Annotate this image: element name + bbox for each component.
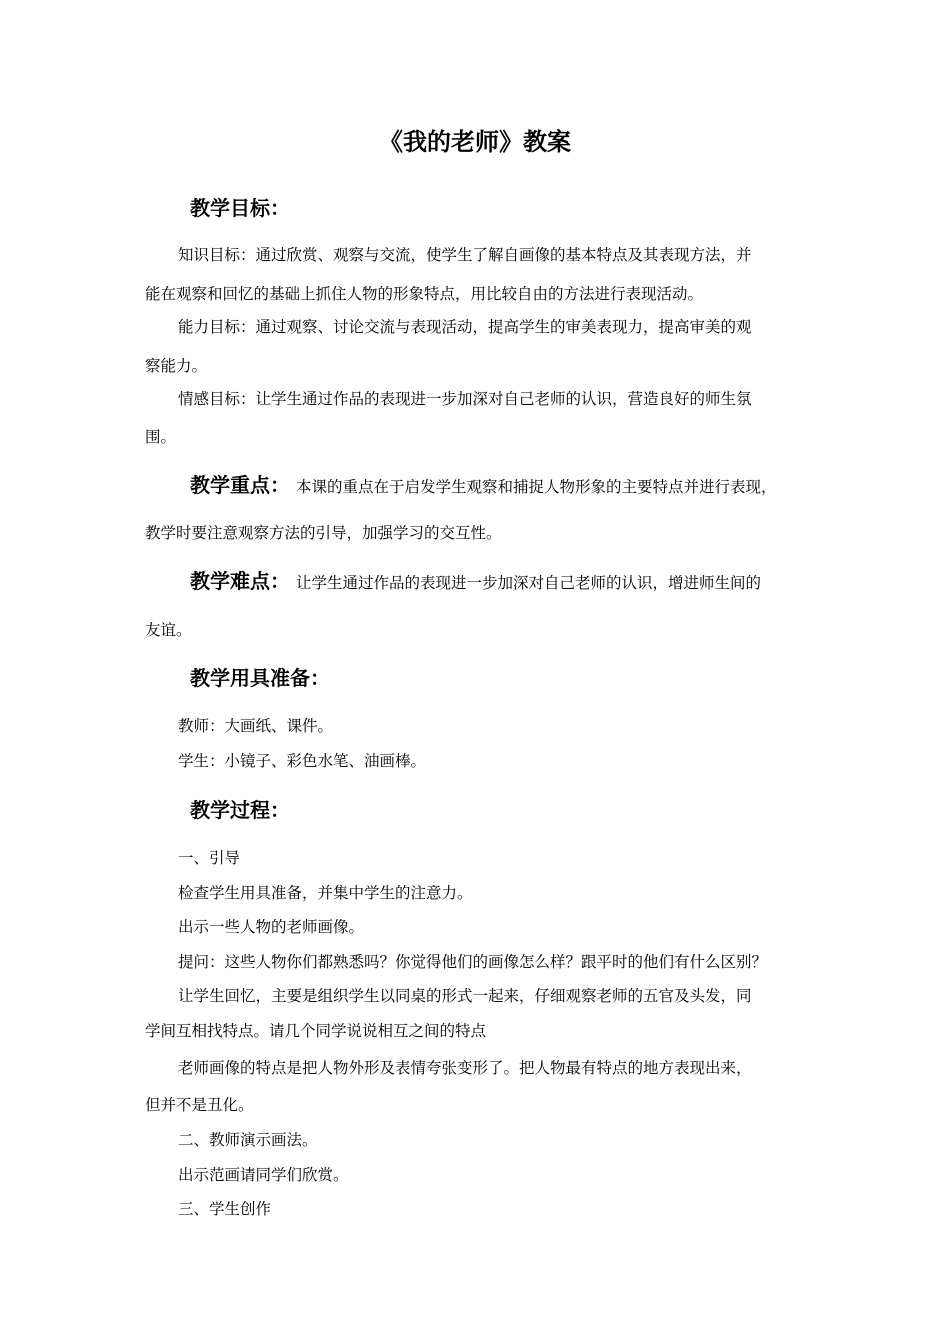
process-line: 让学生回忆，主要是组织学生以同桌的形式一起来，仔细观察老师的五官及头发，同: [178, 987, 752, 1005]
process-line: 三、学生创作: [178, 1200, 272, 1218]
key-point-heading: 教学重点：: [190, 473, 290, 497]
difficulty-heading: 教学难点：: [190, 569, 290, 593]
emotion-goal-line-2: 围。: [145, 428, 177, 446]
document-title: 《我的老师》教案: [379, 128, 571, 156]
difficulty-text-1: 让学生通过作品的表现进一步加深对自己老师的认识，增进师生间的: [296, 574, 762, 592]
knowledge-goal-line-1: 知识目标：通过欣赏、观察与交流，使学生了解自画像的基本特点及其表现方法，并: [178, 246, 752, 264]
key-point-text-1: 本课的重点在于启发学生观察和捕捉人物形象的主要特点并进行表现，: [296, 478, 777, 496]
difficulty-text-2: 友谊。: [145, 621, 192, 639]
ability-goal-line-1: 能力目标：通过观察、讨论交流与表现活动，提高学生的审美表现力，提高审美的观: [178, 318, 752, 336]
materials-student: 学生：小镜子、彩色水笔、油画棒。: [178, 752, 427, 770]
ability-goal-line-2: 察能力。: [145, 357, 208, 375]
process-heading: 教学过程：: [190, 798, 290, 822]
process-line: 老师画像的特点是把人物外形及表情夸张变形了。把人物最有特点的地方表现出来，: [178, 1059, 752, 1077]
knowledge-goal-line-2: 能在观察和回忆的基础上抓住人物的形象特点，用比较自由的方法进行表现活动。: [145, 285, 704, 303]
key-point-block: [190, 471, 777, 501]
materials-teacher: 教师：大画纸、课件。: [178, 717, 334, 735]
difficulty-block: [190, 567, 761, 597]
process-line: 学间互相找特点。请几个同学说说相互之间的特点: [145, 1022, 487, 1040]
process-line: 检查学生用具准备，并集中学生的注意力。: [178, 884, 473, 902]
process-line: 出示范画请同学们欣赏。: [178, 1166, 349, 1184]
key-point-text-2: 教学时要注意观察方法的引导，加强学习的交互性。: [145, 524, 502, 542]
emotion-goal-line-1: 情感目标：让学生通过作品的表现进一步加深对自己老师的认识，营造良好的师生氛: [178, 390, 752, 408]
materials-heading: 教学用具准备：: [190, 666, 330, 690]
process-line: 出示一些人物的老师画像。: [178, 918, 365, 936]
process-line: 二、教师演示画法。: [178, 1131, 318, 1149]
process-line: 但并不是丑化。: [145, 1096, 254, 1114]
process-line: 一、引导: [178, 849, 241, 867]
process-line: 提问：这些人物你们都熟悉吗？你觉得他们的画像怎么样？跟平时的他们有什么区别？: [178, 953, 768, 971]
goals-heading: 教学目标：: [190, 196, 290, 220]
